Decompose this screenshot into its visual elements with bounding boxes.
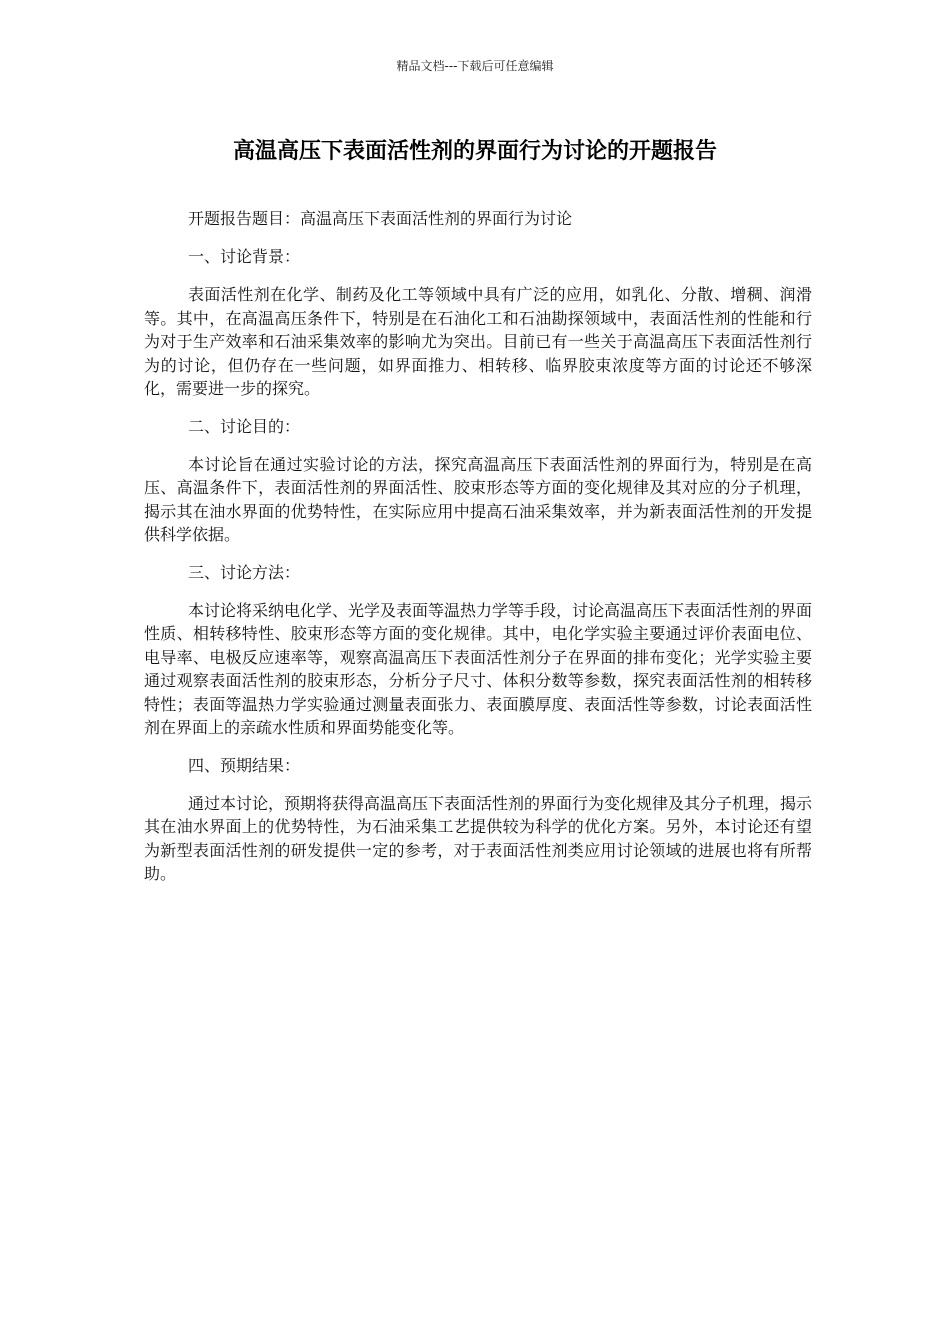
section-paragraph-expected-results: 通过本讨论，预期将获得高温高压下表面活性剂的界面行为变化规律及其分子机理，揭示其在油水界面上的优势特性，为石油采集工艺提供较为科学的优化方案。另外，本讨论还有望为新型表面活性剂的研发提供一定的参考，对于表面活性剂类应用讨论领域的进展也将有所帮助。	[144, 793, 813, 883]
section-heading-purpose: 二、讨论目的：	[188, 416, 301, 436]
section-heading-background: 一、讨论背景：	[188, 247, 301, 266]
page-header-note: 精品文档---下载后可任意编辑	[396, 59, 554, 73]
section-heading-method: 三、讨论方法：	[188, 562, 301, 582]
topic-line: 开题报告题目：高温高压下表面活性剂的界面行为讨论	[188, 209, 573, 228]
section-paragraph-purpose: 本讨论旨在通过实验讨论的方法，探究高温高压下表面活性剂的界面行为，特别是在高压、高温条件下，表面活性剂的界面活性、胶束形态等方面的变化规律及其对应的分子机理，揭示其在油水界面的优势特性，在实际应用中提高石油采集效率，并为新表面活性剂的开发提供科学依据。	[144, 454, 812, 544]
document-body	[144, 207, 812, 900]
section-heading-expected-results: 四、预期结果：	[188, 755, 301, 775]
section-paragraph-method: 本讨论将采纳电化学、光学及表面等温热力学等手段，讨论高温高压下表面活性剂的界面性质、相转移特性、胶束形态等方面的变化规律。其中，电化学实验主要通过评价表面电位、电导率、电极反应速率等，观察高温高压下表面活性剂分子在界面的排布变化；光学实验主要通过观察表面活性剂的胶束形态，分析分子尺寸、体积分数等参数，探究表面活性剂的相转移特性；表面等温热力学实验通过测量表面张力、表面膜厚度、表面活性等参数，讨论表面活性剂在界面上的亲疏水性质和界面势能变化等。	[144, 600, 813, 737]
document-title: 高温高压下表面活性剂的界面行为讨论的开题报告	[232, 139, 717, 164]
section-paragraph-background: 表面活性剂在化学、制药及化工等领域中具有广泛的应用，如乳化、分散、增稠、润滑等。其中，在高温高压条件下，特别是在石油化工和石油勘探领域中，表面活性剂的性能和行为对于生产效率和石油采集效率的影响尤为突出。目前已有一些关于高温高压下表面活性剂行为的讨论，但仍存在一些问题，如界面推力、相转移、临界胶束浓度等方面的讨论还不够深化，需要进一步的探究。	[144, 285, 812, 398]
